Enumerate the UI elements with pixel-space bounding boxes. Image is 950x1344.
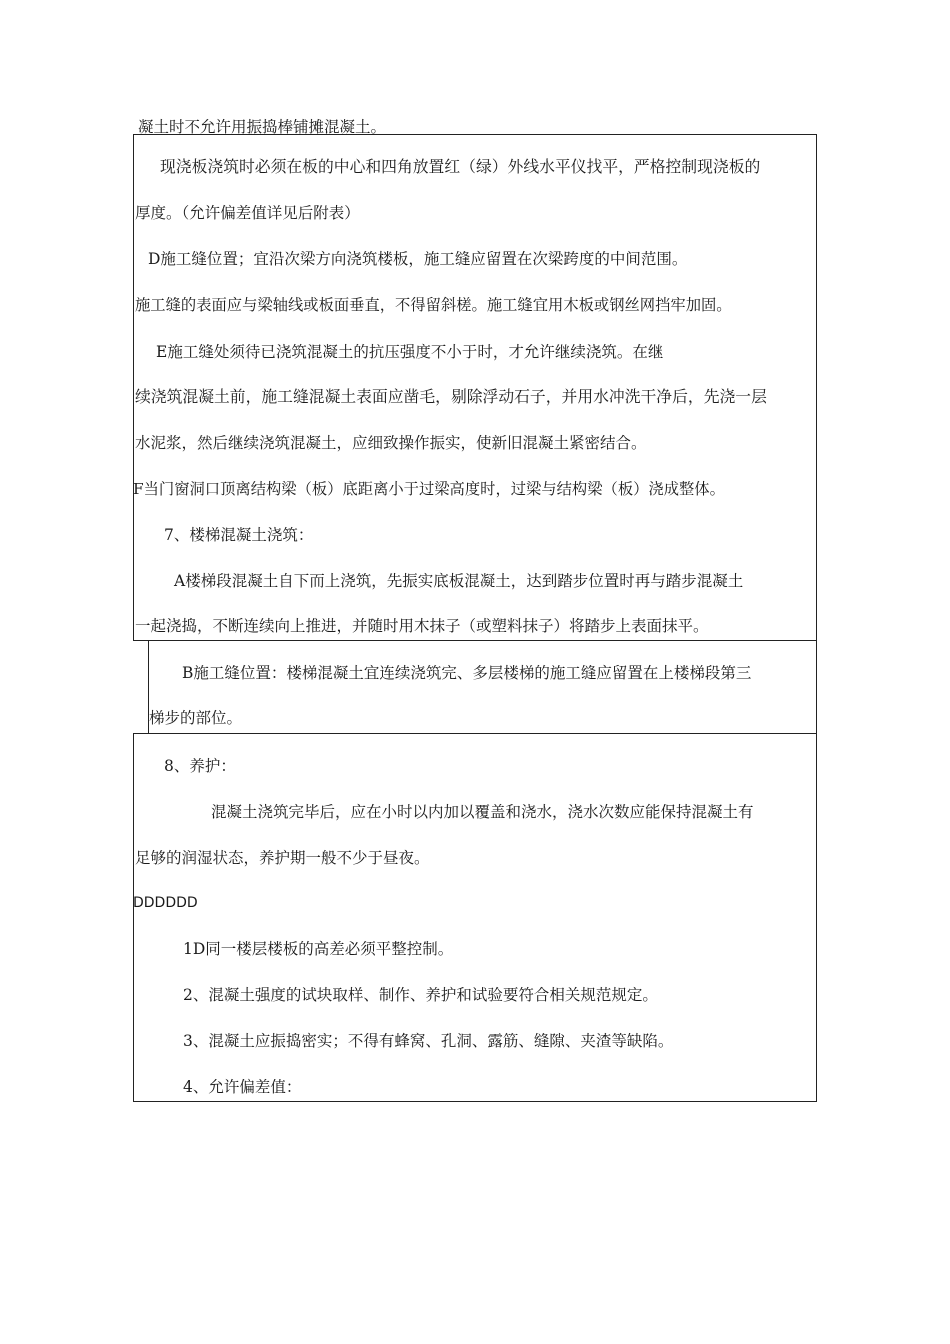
text-line: D施工缝位置；宜沿次梁方向浇筑楼板，施工缝应留置在次梁跨度的中间范围。 — [148, 250, 688, 268]
text-line: 施工缝的表面应与梁轴线或板面垂直，不得留斜槎。施工缝宜用木板或钢丝网挡牢加固。 — [135, 296, 732, 314]
text-line: 凝土时不允许用振捣棒铺摊混凝土。 — [138, 118, 387, 136]
text-line: 3、混凝土应振捣密实；不得有蜂窝、孔洞、露筋、缝隙、夹渣等缺陷。 — [183, 1032, 674, 1050]
text-line: 4、允许偏差值： — [183, 1078, 302, 1096]
text-line: 厚度。（允许偏差值详见后附表） — [135, 204, 360, 222]
text-line: 1D同一楼层楼板的高差必须平整控制。 — [183, 940, 454, 958]
text-line: E施工缝处须待已浇筑混凝土的抗压强度不小于时，才允许继续浇筑。在继 — [156, 343, 664, 361]
table-cell-2 — [148, 640, 817, 734]
text-line: F当门窗洞口顶离结构梁（板）底距离小于过梁高度时，过梁与结构梁（板）浇成整体。 — [133, 480, 725, 498]
text-line: 水泥浆，然后继续浇筑混凝土，应细致操作振实，使新旧混凝土紧密结合。 — [135, 434, 647, 452]
text-line: DDDDDD — [133, 895, 198, 911]
text-line: 现浇板浇筑时必须在板的中心和四角放置红（绿）外线水平仪找平，严格控制现浇板的 — [160, 157, 761, 176]
text-line: 续浇筑混凝土前，施工缝混凝土表面应凿毛，剔除浮动石子，并用水冲洗干净后，先浇一层 — [135, 387, 767, 406]
text-line: A楼梯段混凝土自下而上浇筑，先振实底板混凝土，达到踏步位置时再与踏步混凝土 — [174, 572, 744, 590]
text-line: 2、混凝土强度的试块取样、制作、养护和试验要符合相关规范规定。 — [183, 986, 658, 1004]
text-line: 混凝土浇筑完毕后，应在小时以内加以覆盖和浇水，浇水次数应能保持混凝土有 — [211, 803, 754, 821]
text-line: 一起浇捣，不断连续向上推进，并随时用木抹子（或塑料抹子）将踏步上表面抹平。 — [135, 617, 709, 635]
text-line: 足够的润湿状态，养护期一般不少于昼夜。 — [135, 849, 430, 867]
section-heading: 7、楼梯混凝土浇筑： — [164, 526, 314, 544]
text-line: B施工缝位置：楼梯混凝土宜连续浇筑完、多层楼梯的施工缝应留置在上楼梯段第三 — [182, 664, 752, 682]
section-heading: 8、养护： — [164, 757, 236, 775]
text-line: 梯步的部位。 — [149, 709, 243, 727]
